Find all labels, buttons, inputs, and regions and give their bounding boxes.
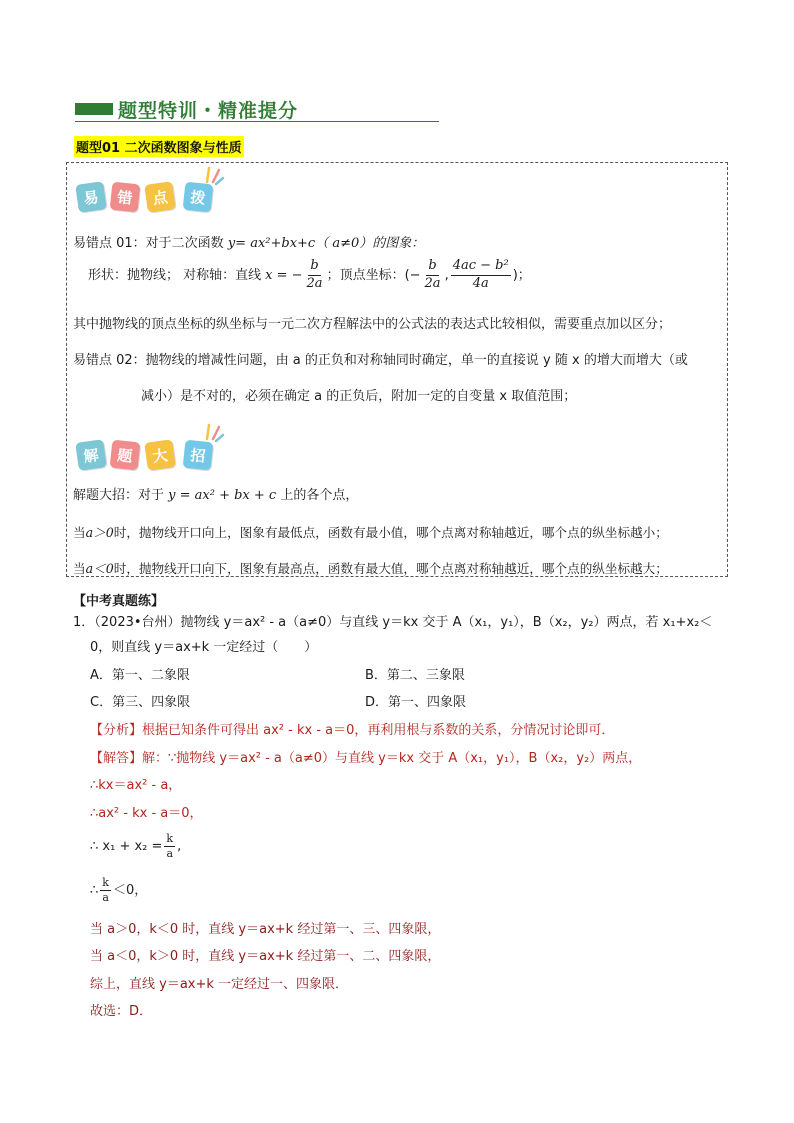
error-1-shape-line: 形状：抛物线； 对称轴：直线 x = − $\frac{b}{2a}$ ；顶点坐标：(− $\frac{b}{2a}$ , $\frac{\text{4ac − b²}}{4a}$ )； <box>88 258 531 291</box>
step-1: ∴kx＝ax² - a， <box>90 778 182 793</box>
badge-char-4: 拨 <box>183 182 214 213</box>
error-1-note: 其中抛物线的顶点坐标的纵坐标与一元二次方程解法中的公式法的表达式比较相似，需要重点加以区分； <box>73 317 672 332</box>
tip-3-cond: a＜0 <box>85 561 114 576</box>
vertex-x-den: 2a <box>424 275 441 291</box>
tip-1-end: 上的各个点， <box>280 488 359 503</box>
badge-char-3: 点 <box>144 181 176 213</box>
error-1-formula: y= ax²+bx+c（ a≠0）的图象： <box>227 236 425 251</box>
tip-line-3 <box>73 561 668 576</box>
conclusion: 综上，直线 y＝ax+k 一定经过一、四象限． <box>90 977 349 992</box>
question-1-line-1: 1．（2023•台州）抛物线 y＝ax² - a（a≠0）与直线 y＝kx 交于 A（x₁，y₁），B（x₂，y₂）两点，若 x₁+x₂＜ <box>73 615 713 630</box>
tips-box <box>66 162 728 577</box>
step-4-post: ＜0， <box>112 883 148 898</box>
tip-2-when: 当 <box>73 525 86 540</box>
step-4-pre: ∴ <box>90 883 99 898</box>
option-a: A．第一、二象限 <box>90 668 190 683</box>
error-point-1 <box>73 236 424 252</box>
step-4-fraction <box>100 876 111 906</box>
badge-char-2: 错 <box>110 182 141 213</box>
step-3 <box>90 832 181 862</box>
vertex-y-fraction <box>451 258 511 293</box>
option-b: B．第二、三象限 <box>365 668 465 683</box>
header-bar-decoration <box>75 103 113 115</box>
tip-1-label: 解题大招：对于 <box>73 488 165 503</box>
axis-equation: x = − <box>265 267 303 283</box>
vertex-label: ；顶点坐标：(− <box>326 267 421 283</box>
step-3-pre: ∴ x₁ + x₂ = <box>90 839 163 854</box>
header-underline <box>75 121 439 122</box>
badge-tip-1: 解 <box>75 439 107 471</box>
vertex-x-fraction <box>423 258 443 293</box>
answer-choice: 故选：D． <box>90 1004 153 1019</box>
error-1-intro: 易错点 01：对于二次函数 <box>73 236 224 251</box>
shape-axis-label: 形状：抛物线； 对称轴：直线 <box>88 267 262 283</box>
analysis: 【分析】根据已知条件可得出 ax² - kx - a＝0，再利用根与系数的关系，分情况讨论即可． <box>90 723 615 738</box>
exam-heading: 【中考真题练】 <box>73 594 165 609</box>
badge-tip-4: 招 <box>183 440 214 471</box>
question-1-line-2: 0，则直线 y＝ax+k 一定经过（ ） <box>90 640 318 655</box>
step-3-fraction <box>164 832 175 862</box>
step-2: ∴ax² - kx - a＝0， <box>90 806 203 821</box>
step-4-den: a <box>102 891 109 905</box>
answer-intro: 【解答】解：∵抛物线 y＝ax² - a（a≠0）与直线 y＝kx 交于 A（x₁，y₁），B（x₂，y₂）两点， <box>90 751 642 766</box>
tip-2-cond: a＞0 <box>85 525 114 540</box>
axis-fraction <box>305 258 325 293</box>
step-3-post: , <box>177 839 182 854</box>
section-title: 题型01 二次函数图象与性质 <box>74 136 244 157</box>
case-2: 当 a＜0，k＞0 时，直线 y＝ax+k 经过第一、二、四象限， <box>90 949 441 964</box>
badge-tip-3: 大 <box>144 439 176 471</box>
badge-tip-2: 题 <box>110 440 141 471</box>
tip-1-formula: y = ax² + bx + c <box>168 488 277 503</box>
tip-3-when: 当 <box>73 561 86 576</box>
option-d: D．第一、四象限 <box>365 695 467 710</box>
axis-frac-num: b <box>308 258 320 276</box>
vertex-end: )； <box>512 267 531 283</box>
vertex-x-num: b <box>426 258 438 276</box>
tip-3-text: 时，抛物线开口向下，图象有最高点，函数有最大值，哪个点离对称轴越近，哪个点的纵坐标越大； <box>113 561 668 576</box>
tip-2-text: 时，抛物线开口向上，图象有最低点，函数有最小值，哪个点离对称轴越近，哪个点的纵坐标越小； <box>113 525 668 540</box>
step-3-den: a <box>166 847 174 861</box>
tip-line-1 <box>73 488 358 504</box>
step-4-num: k <box>100 876 111 891</box>
error-point-2-line-2: 减小）是不对的，必须在确定 a 的正负后，附加一定的自变量 x 取值范围； <box>141 389 577 404</box>
step-4 <box>90 876 147 906</box>
vertex-y-den: 4a <box>472 275 489 291</box>
vertex-y-num: 4ac − b² <box>451 258 511 276</box>
tip-line-2 <box>73 525 668 540</box>
error-point-2-line-1: 易错点 02：抛物线的增减性问题，由 a 的正负和对称轴同时确定，单一的直接说 y 随 x 的增大而增大（或 <box>73 353 688 368</box>
axis-frac-den: 2a <box>306 275 323 291</box>
sparkle-icon-2 <box>203 421 225 443</box>
option-c: C．第三、四象限 <box>90 695 191 710</box>
step-3-num: k <box>164 832 175 847</box>
case-1: 当 a＞0，k＜0 时，直线 y＝ax+k 经过第一、三、四象限， <box>90 922 441 937</box>
header-title: 题型特训・精准提分 <box>118 100 299 122</box>
sparkle-icon <box>203 164 225 186</box>
badge-char-1: 易 <box>75 181 107 213</box>
